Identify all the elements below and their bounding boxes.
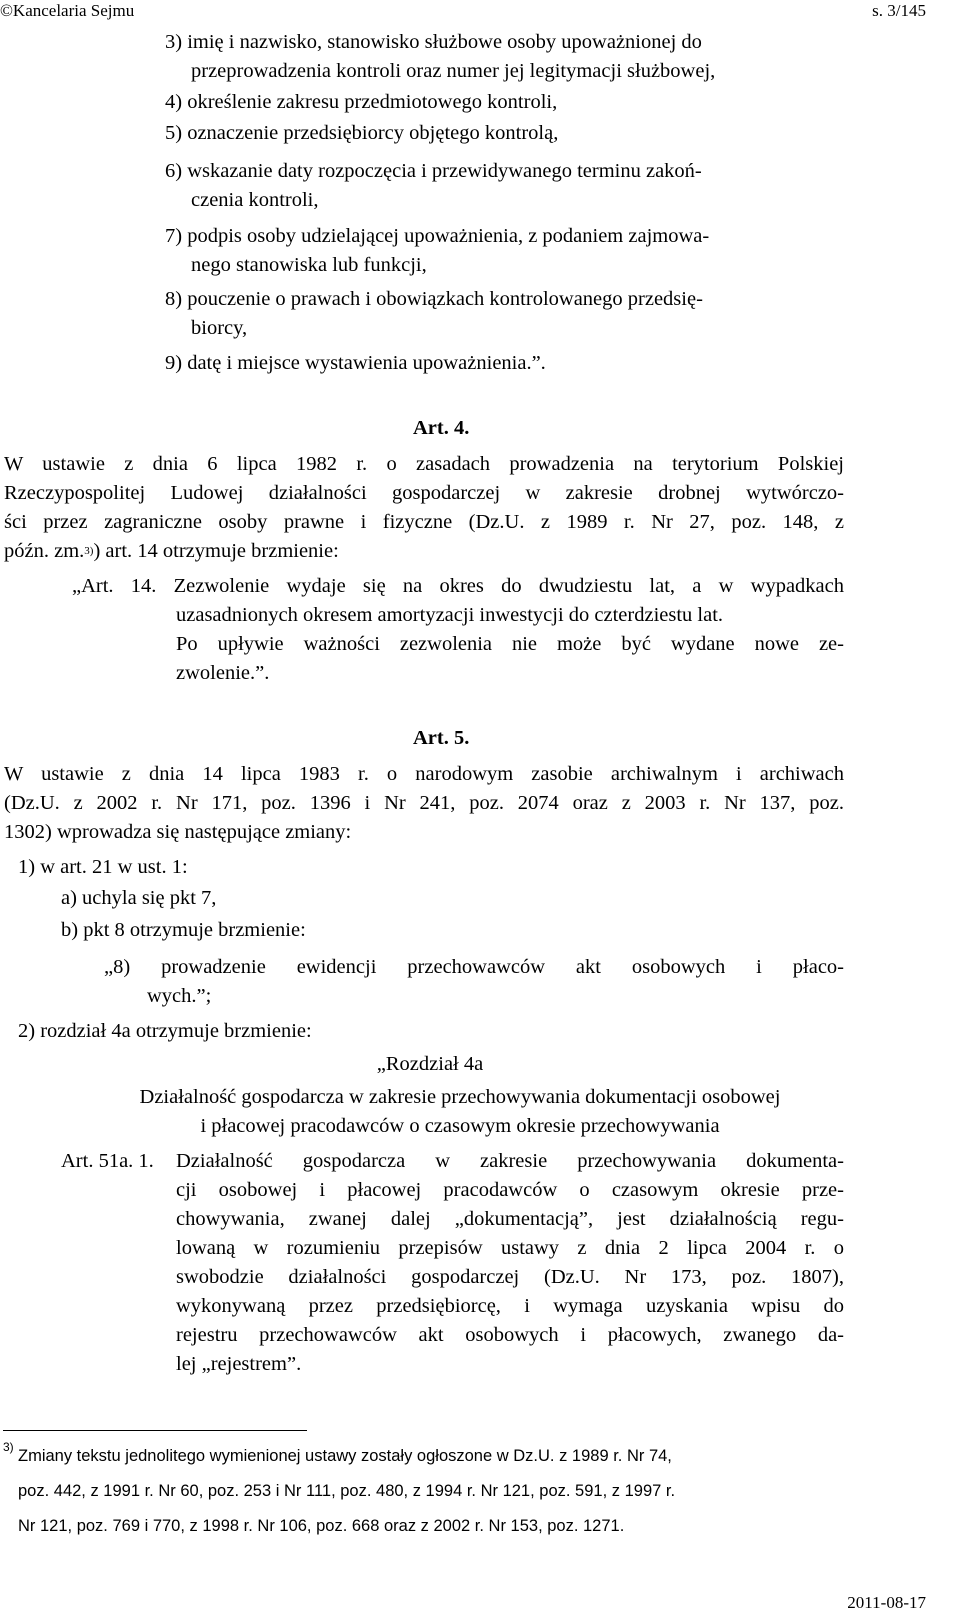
article-4-quote-line4: zwolenie.”. xyxy=(176,662,270,684)
point-1: 1) w art. 21 w ust. 1: xyxy=(18,856,188,878)
article-4-heading: Art. 4. xyxy=(413,417,470,439)
chapter-subtitle-row-1 xyxy=(0,1083,960,1112)
chapter-subtitle-line1: Działalność gospodarcza w zakresie przechowywania dokumentacji osobowej xyxy=(139,1086,781,1108)
footnote-line3: Nr 121, poz. 769 i 770, z 1998 r. Nr 106, poz. 668 oraz z 2002 r. Nr 153, poz. 1271. xyxy=(18,1517,625,1535)
chapter-subtitle-row-2 xyxy=(0,1112,960,1141)
list-item-8-line2: biorcy, xyxy=(191,317,248,339)
list-item-8-line1: 8) pouczenie o prawach i obowiązkach kontrolowanego przedsię- xyxy=(165,288,703,310)
article-51a-line3: chowywania, zwanej dalej „dokumentacją”, jest działalnością regu- xyxy=(176,1208,844,1230)
chapter-title-row xyxy=(0,1050,960,1079)
chapter-subtitle-line2: i płacowej pracodawców o czasowym okresie przechowywania xyxy=(200,1115,720,1137)
article-51a-line8: lej „rejestrem”. xyxy=(176,1353,302,1375)
article-51a-line7: rejestru przechowawców akt osobowych i płacowych, zwanego da- xyxy=(176,1324,844,1346)
article-51a-number: Art. 51a. 1. xyxy=(61,1150,154,1172)
article-4-paragraph-line1: W ustawie z dnia 6 lipca 1982 r. o zasadach prowadzenia na terytorium Polskiej xyxy=(4,453,844,475)
list-item-3-line2: przeprowadzenia kontroli oraz numer jej legitymacji służbowej, xyxy=(191,60,716,82)
list-item-7-line1: 7) podpis osoby udzielającej upoważnienia, z podaniem zajmowa- xyxy=(165,225,710,247)
article-51a-line6: wykonywaną przez przedsiębiorcę, i wymaga uzyskania wpisu do xyxy=(176,1295,844,1317)
footnote-separator xyxy=(3,1430,307,1431)
footnote-marker: 3) xyxy=(3,1440,14,1454)
article-4-paragraph-line2: Rzeczypospolitej Ludowej działalności gospodarczej w zakresie drobnej wytwórczo- xyxy=(4,482,844,504)
point-2: 2) rozdział 4a otrzymuje brzmienie: xyxy=(18,1020,312,1042)
list-item-7-line2: nego stanowiska lub funkcji, xyxy=(191,254,427,276)
article-51a-line1: Działalność gospodarcza w zakresie przechowywania dokumenta- xyxy=(176,1150,844,1172)
list-item-6-line1: 6) wskazanie daty rozpoczęcia i przewidywanego terminu zakoń- xyxy=(165,160,702,182)
article-4-quote-line2: uzasadnionych okresem amortyzacji inwestycji do czterdziestu lat. xyxy=(176,604,724,626)
list-item-5: 5) oznaczenie przedsiębiorcy objętego kontrolą, xyxy=(165,122,559,144)
header-publisher: ©Kancelaria Sejmu xyxy=(0,1,135,20)
article-51a-line5: swobodzie działalności gospodarczej (Dz.U. Nr 173, poz. 1807), xyxy=(176,1266,844,1288)
list-item-9: 9) datę i miejsce wystawienia upoważnienia.”. xyxy=(165,352,546,374)
article-5-heading: Art. 5. xyxy=(413,727,470,749)
article-51a-line2: cji osobowej i płacowej pracodawców o czasowym okresie prze- xyxy=(176,1179,844,1201)
article-5-paragraph-line1: W ustawie z dnia 14 lipca 1983 r. o narodowym zasobie archiwalnym i archiwach xyxy=(4,763,844,785)
footer-date: 2011-08-17 xyxy=(847,1593,926,1612)
article-4-quote-line1: „Art. 14. Zezwolenie wydaje się na okres do dwudziestu lat, a w wypadkach xyxy=(72,575,844,597)
article-5-paragraph-line2: (Dz.U. z 2002 r. Nr 171, poz. 1396 i Nr 241, poz. 2074 oraz z 2003 r. Nr 137, poz. xyxy=(4,792,844,814)
footnote-reference: 3) xyxy=(84,545,94,557)
point-1-b: b) pkt 8 otrzymuje brzmienie: xyxy=(61,919,306,941)
point-8-quote-line2: wych.”; xyxy=(147,985,212,1007)
footnote-line1: Zmiany tekstu jednolitego wymienionej ustawy zostały ogłoszone w Dz.U. z 1989 r. Nr 74, xyxy=(18,1447,672,1465)
list-item-6-line2: czenia kontroli, xyxy=(191,189,319,211)
header-page-number: s. 3/145 xyxy=(872,1,926,20)
article-4-paragraph-line3: ści przez zagraniczne osoby prawne i fizyczne (Dz.U. z 1989 r. Nr 27, poz. 148, z xyxy=(4,511,844,533)
list-item-4: 4) określenie zakresu przedmiotowego kontroli, xyxy=(165,91,558,113)
article-5-paragraph-line3: 1302) wprowadza się następujące zmiany: xyxy=(4,821,352,843)
point-8-quote-line1: „8) prowadzenie ewidencji przechowawców akt osobowych i płaco- xyxy=(104,956,844,978)
list-item-3-line1: 3) imię i nazwisko, stanowisko służbowe osoby upoważnionej do xyxy=(165,31,702,53)
article-4-quote-line3: Po upływie ważności zezwolenia nie może być wydane nowe ze- xyxy=(176,633,844,655)
chapter-title: „Rozdział 4a xyxy=(376,1053,484,1075)
point-1-a: a) uchyla się pkt 7, xyxy=(61,887,217,909)
article-4-paragraph-line4 xyxy=(4,537,339,566)
text-fragment: ) art. 14 otrzymuje brzmienie: xyxy=(93,540,339,562)
article-51a-line4: lowaną w rozumieniu przepisów ustawy z dnia 2 lipca 2004 r. o xyxy=(176,1237,844,1259)
text-fragment: późn. zm. xyxy=(4,540,85,562)
footnote-line2: poz. 442, z 1991 r. Nr 60, poz. 253 i Nr 111, poz. 480, z 1994 r. Nr 121, poz. 591, z 1997 r. xyxy=(18,1482,676,1500)
